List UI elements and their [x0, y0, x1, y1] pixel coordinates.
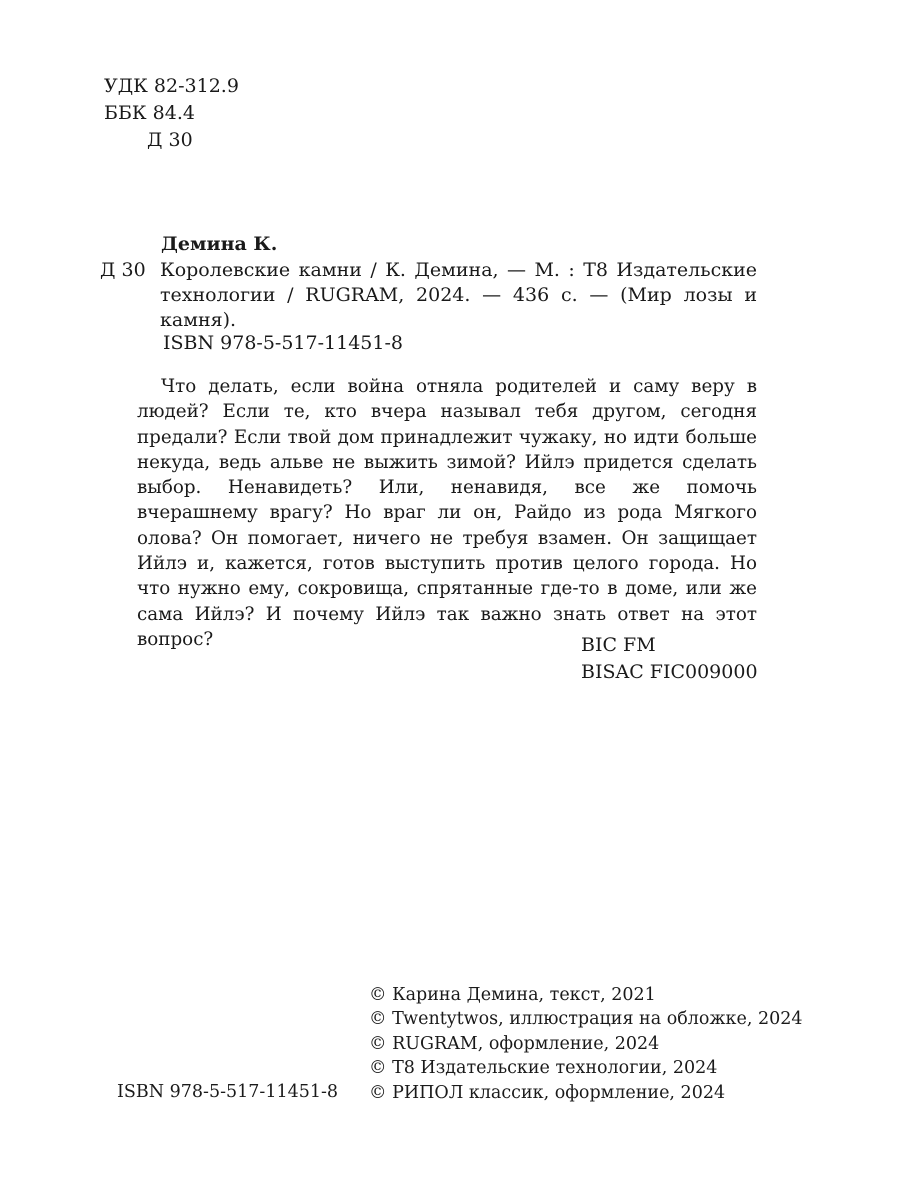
- copyright-line: © Карина Демина, текст, 2021: [369, 985, 656, 1005]
- udk-code: УДК 82-312.9: [104, 75, 239, 97]
- bic-code: BIC FM: [581, 634, 656, 656]
- copyright-block: [369, 983, 803, 1105]
- bbk-code: ББК 84.4: [104, 102, 195, 124]
- bisac-code: BISAC FIC009000: [581, 661, 758, 683]
- annotation-paragraph: Что делать, если война отняла родителей и саму веру в людей? Если те, кто вчера называл тебя другом, сегодня предали? Если твой дом принадлежит чужаку, но идти больше некуда, ведь альве не выжить зимой? Ийлэ придется сделать выбор. Ненавидеть? Или, ненавидя, все же помочь вчерашнему врагу? Но враг ли он, Райдо из рода Мягкого олова? Он помогает, ничего не требуя взамен. Он защищает Ийлэ и, кажется, готов выступить против целого города. Но что нужно ему, сокровища, спрятанные где-то в доме, или же сама Ийлэ? И почему Ийлэ так важно знать ответ на этот вопрос?: [137, 376, 757, 650]
- entry-author-mark: Д 30: [100, 259, 146, 281]
- isbn-entry: ISBN 978-5-517-11451-8: [163, 332, 403, 354]
- copyright-line: © Twentytwos, иллюстрация на обложке, 2024: [369, 1009, 803, 1030]
- author-heading: Демина К.: [161, 233, 278, 255]
- copyright-line: © РИПОЛ классик, оформление, 2024: [369, 1082, 726, 1103]
- bibliographic-description: Королевские камни / К. Демина, — М. : Т8 Издательские технологии / RUGRAM, 2024. — 436 с. — (Мир лозы и камня).: [160, 259, 757, 331]
- isbn-footer: ISBN 978-5-517-11451-8: [117, 1082, 339, 1102]
- copyright-line: © RUGRAM, оформление, 2024: [369, 1033, 660, 1054]
- author-mark: Д 30: [147, 129, 193, 151]
- copyright-line: © Т8 Издательские технологии, 2024: [369, 1058, 718, 1079]
